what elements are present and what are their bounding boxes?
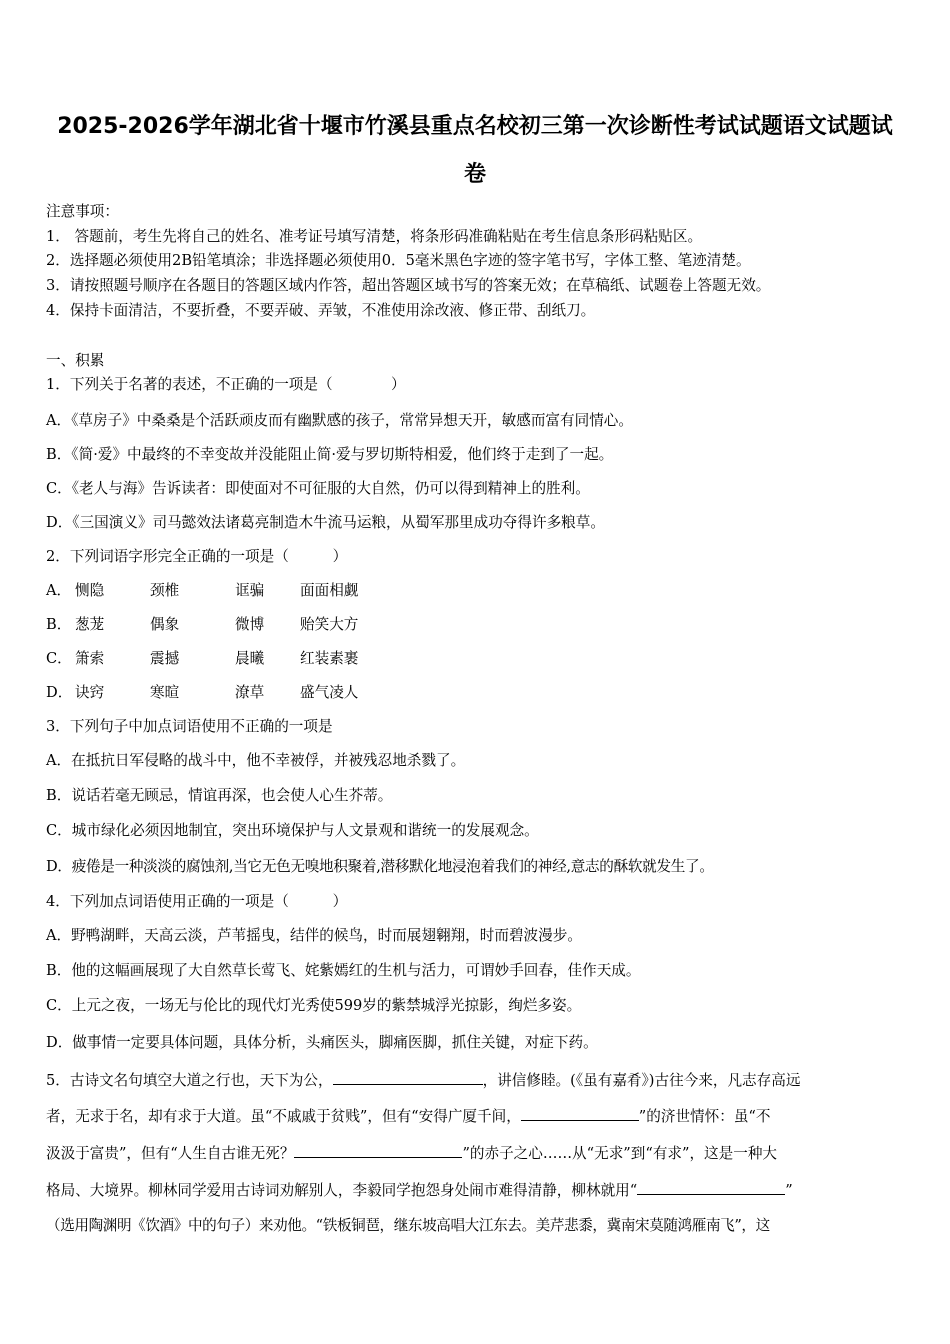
text-segment: 者，无求于名，却有求于大道。虽“不戚戚于贫贱”，但有“安得广厦千间， [46,1108,521,1125]
question-2-stem: 2．下列词语字形完全正确的一项是（ ） [46,548,348,565]
question-3-option-b: B．说话若毫无顾忌，情谊再深，也会使人心生芥蒂。 [46,787,393,804]
notice-item: 2．选择题必须使用2B铅笔填涂；非选择题必须使用0．5毫米黑色字迹的签字笔书写，字体工整、笔迹清楚。 [46,252,751,269]
option-word: 葱茏 [75,616,105,633]
option-word: 寒暄 [150,684,180,701]
text-segment: ”的济世情怀：虽“不 [638,1108,771,1125]
question-3-stem: 3．下列句子中加点词语使用不正确的一项是 [46,718,333,735]
option-label: B． [46,616,72,633]
question-3-option-d: D．疲倦是一种淡淡的腐蚀剂,当它无色无嗅地积聚着,潜移默化地浸泡着我们的神经,意志的酥软就发生了。 [46,858,714,875]
option-word: 红装素裹 [300,650,359,667]
option-word: 贻笑大方 [300,616,359,633]
option-label: D． [46,684,73,701]
text-segment: 格局、大境界。柳林同学爱用古诗词劝解别人，李毅同学抱怨身处闹市难得清静，柳林就用“ [46,1182,638,1199]
text-segment: ，讲信修睦。(《虽有嘉肴》)古往今来，凡志存高远 [482,1072,801,1089]
question-4-stem: 4．下列加点词语使用正确的一项是（ ） [46,893,348,910]
option-word: 震撼 [150,650,180,667]
question-5-line4 [46,1178,906,1202]
notice-header: 注意事项： [46,203,119,220]
exam-title-line2: 卷 [463,162,486,187]
question-1-option-d: D．《三国演义》司马懿效法诸葛亮制造木牛流马运粮，从蜀军那里成功夺得许多粮草。 [46,514,605,531]
option-word: 面面相觑 [300,582,359,599]
question-2-option-a [46,580,446,602]
option-label: A． [46,582,72,599]
option-word: 箫索 [75,650,105,667]
answer-blank-2[interactable] [521,1104,639,1121]
question-1-option-a: A．《草房子》中桑桑是个活跃顽皮而有幽默感的孩子，常常异想天开，敏感而富有同情心。 [46,412,633,429]
answer-blank-3[interactable] [294,1141,462,1158]
question-2-option-b [46,614,446,636]
notice-item: 4．保持卡面清洁，不要折叠，不要弄破、弄皱，不准使用涂改液、修正带、刮纸刀。 [46,302,596,319]
option-label: C． [46,650,72,667]
answer-blank-4[interactable] [637,1178,785,1195]
text-segment: ” [785,1182,793,1199]
option-word: 诓骗 [235,582,265,599]
question-4-option-b: B．他的这幅画展现了大自然草长莺飞、姹紫嫣红的生机与活力，可谓妙手回春，佳作天成。 [46,962,641,979]
option-word: 颈椎 [150,582,180,599]
text-segment: 汲汲于富贵”，但有“人生自古谁无死？ [46,1145,295,1162]
question-4-option-a: A．野鸭湖畔，天高云淡，芦苇摇曳，结伴的候鸟，时而展翅翱翔，时而碧波漫步。 [46,927,582,944]
question-5-line2 [46,1104,906,1128]
question-3-option-a: A．在抵抗日军侵略的战斗中，他不幸被俘，并被残忍地杀戮了。 [46,752,466,769]
question-5-line1 [46,1068,906,1092]
option-word: 微博 [235,616,265,633]
option-word: 盛气凌人 [300,684,359,701]
question-1-stem: 1．下列关于名著的表述，不正确的一项是（ ） [46,376,406,393]
question-2-option-c [46,648,446,670]
option-word: 恻隐 [75,582,105,599]
question-5-line5: （选用陶渊明《饮酒》中的句子）来劝他。“铁板铜琶，继东坡高唱大江东去。美芹悲黍，冀南宋莫随鸿雁南飞”，这 [46,1217,770,1234]
text-segment: ”的赤子之心……从“无求”到“有求”，这是一种大 [462,1145,778,1162]
notice-item: 3．请按照题号顺序在各题目的答题区域内作答，超出答题区域书写的答案无效；在草稿纸、试题卷上答题无效。 [46,277,771,294]
notice-item: 1． 答题前，考生先将自己的姓名、准考证号填写清楚，将条形码准确粘贴在考生信息条形码粘贴区。 [46,228,703,245]
question-3-option-c: C．城市绿化必须因地制宜，突出环境保护与人文景观和谐统一的发展观念。 [46,822,539,839]
question-5-line3 [46,1141,906,1165]
option-word: 潦草 [235,684,265,701]
option-word: 诀窍 [75,684,105,701]
text-segment: 5．古诗文名句填空大道之行也，天下为公， [46,1072,333,1089]
option-word: 偶象 [150,616,180,633]
question-4-option-d: D．做事情一定要具体问题，具体分析，头痛医头，脚痛医脚，抓住关键，对症下药。 [46,1034,598,1051]
question-2-option-d [46,682,446,704]
section-heading: 一、积累 [46,352,105,369]
option-word: 晨曦 [235,650,265,667]
answer-blank-1[interactable] [333,1068,483,1085]
question-1-option-b: B．《简·爱》中最终的不幸变故并没能阻止简·爱与罗切斯特相爱，他们终于走到了一起。 [46,446,614,463]
question-1-option-c: C．《老人与海》告诉读者：即使面对不可征服的大自然，仍可以得到精神上的胜利。 [46,480,590,497]
question-4-option-c: C．上元之夜，一场无与伦比的现代灯光秀使599岁的紫禁城浮光掠影，绚烂多姿。 [46,997,582,1014]
exam-title-line1: 2025-2026学年湖北省十堰市竹溪县重点名校初三第一次诊断性考试试题语文试题试 [57,114,893,139]
